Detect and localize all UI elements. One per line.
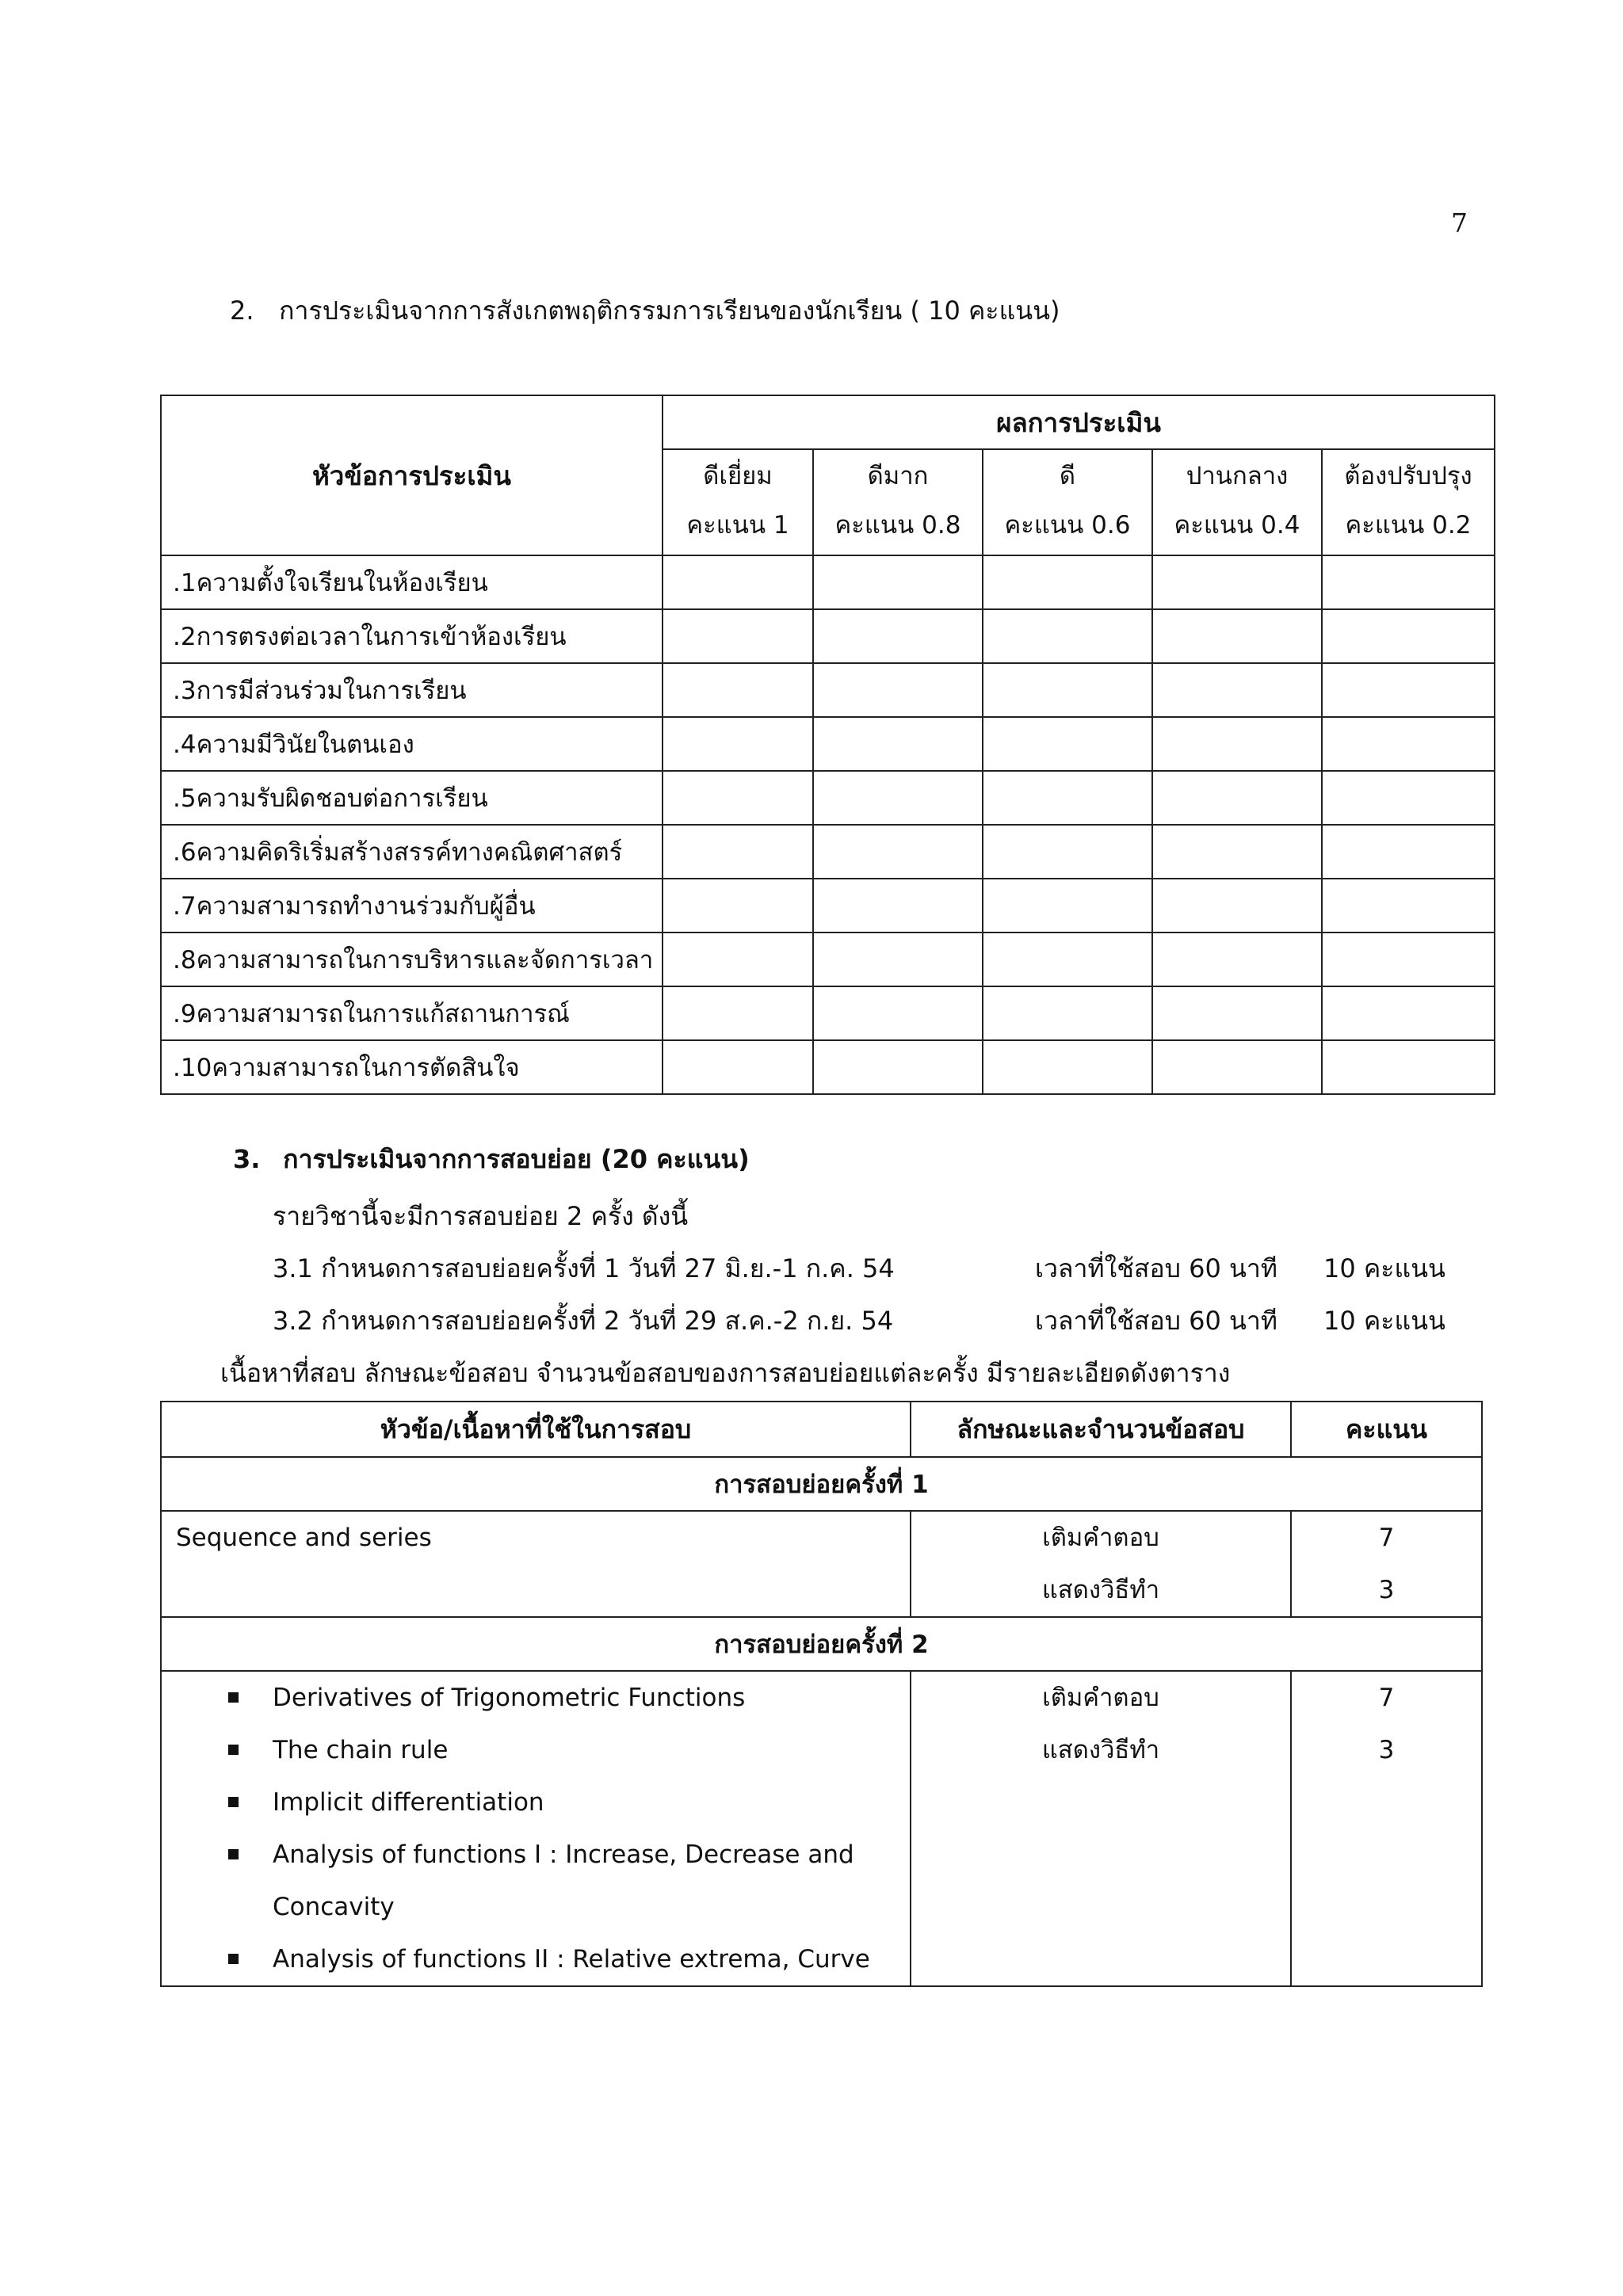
table-row [161,771,1495,825]
page-number: 7 [1451,208,1468,238]
quiz-1-types-cell [911,1511,1291,1617]
column-header: หัวข้อ/เนื้อหาที่ใช้ในการสอบ [161,1402,911,1457]
quiz-2-types-cell [911,1671,1291,1986]
score: 7 [1378,1684,1395,1712]
table-row [161,1671,1482,1986]
level-score: คะแนน 0.2 [1345,511,1472,540]
section-2-number: 2. [230,296,254,326]
assessment-item: .5ความรับผิดชอบต่อการเรียน [161,771,663,825]
bullet-square-icon [228,1692,239,1703]
quiz-points-1: 10 คะแนน [1323,1253,1445,1283]
table-row [161,1040,1495,1094]
level-score: คะแนน 0.8 [834,511,961,540]
quiz-content-table [160,1401,1483,1987]
quiz-1-scores-cell [1291,1511,1482,1617]
score: 7 [1378,1524,1395,1552]
list-item-continuation: Concavity [273,1893,395,1921]
level-name: ดี [1059,462,1076,490]
level-header [1322,449,1495,555]
section-3-heading [233,1143,750,1175]
bullet-square-icon [228,1849,239,1859]
level-name: ดีมาก [867,462,929,490]
table-row [161,825,1495,879]
topic-header: หัวข้อการประเมิน [161,395,663,555]
assessment-item: .4ความมีวินัยในตนเอง [161,717,663,771]
content-note: เนื้อหาที่สอบ ลักษณะข้อสอบ จำนวนข้อสอบของการสอบย่อยแต่ละครั้ง มีรายละเอียดดังตาราง [220,1358,1231,1388]
quiz-intro: รายวิชานี้จะมีการสอบย่อย 2 ครั้ง ดังนี้ [273,1201,689,1231]
table-row [161,609,1495,663]
quiz-1-topic-cell [161,1511,911,1617]
quiz-schedule-2: 3.2 กำหนดการสอบย่อยครั้งที่ 2 วันที่ 29 ส.ค.-2 ก.ย. 54 [273,1306,894,1336]
bullet-square-icon [228,1797,239,1807]
level-header [663,449,813,555]
behavior-assessment-table [160,395,1495,1095]
level-header [813,449,983,555]
level-score: คะแนน 1 [686,511,789,540]
question-type: แสดงวิธีทำ [1041,1736,1160,1764]
table-row [161,933,1495,986]
quiz-2-topics-cell [161,1671,911,1986]
column-header: คะแนน [1291,1402,1482,1457]
assessment-item: .10ความสามารถในการตัดสินใจ [161,1040,663,1094]
table-row [161,555,1495,609]
level-header [983,449,1152,555]
list-item: Analysis of functions I : Increase, Decrease and [225,1829,910,1881]
score: 3 [1378,1736,1395,1764]
bullet-square-icon [228,1954,239,1964]
table-header-row [161,1402,1482,1457]
assessment-item: .9ความสามารถในการแก้สถานการณ์ [161,986,663,1040]
list-item: Derivatives of Trigonometric Functions [225,1672,910,1724]
quiz-points-2: 10 คะแนน [1323,1306,1445,1336]
quiz-2-section-title: การสอบย่อยครั้งที่ 2 [161,1617,1482,1671]
question-type: เติมคำตอบ [1042,1524,1159,1552]
table-row [161,986,1495,1040]
table-row [161,879,1495,933]
list-item: Implicit differentiation [225,1776,910,1829]
table-row [161,663,1495,717]
question-type: แสดงวิธีทำ [1041,1576,1160,1604]
quiz-1-topic: Sequence and series [176,1524,432,1552]
quiz-2-scores-cell [1291,1671,1482,1986]
section-2-heading [230,295,1060,326]
table-row [161,1511,1482,1617]
section-3-number: 3. [233,1144,261,1174]
assessment-item: .7ความสามารถทำงานร่วมกับผู้อื่น [161,879,663,933]
assessment-item: .6ความคิดริเริ่มสร้างสรรค์ทางคณิตศาสตร์ [161,825,663,879]
assessment-item: .1ความตั้งใจเรียนในห้องเรียน [161,555,663,609]
bullet-square-icon [228,1745,239,1755]
level-header [1152,449,1322,555]
score: 3 [1378,1576,1395,1604]
quiz-time-1: เวลาที่ใช้สอบ 60 นาที [1035,1253,1277,1283]
level-score: คะแนน 0.4 [1174,511,1300,540]
section-2-title: การประเมินจากการสังเกตพฤติกรรมการเรียนของนักเรียน ( 10 คะแนน) [279,296,1060,326]
quiz-schedule-1: 3.1 กำหนดการสอบย่อยครั้งที่ 1 วันที่ 27 มิ.ย.-1 ก.ค. 54 [273,1253,895,1283]
column-header: ลักษณะและจำนวนข้อสอบ [911,1402,1291,1457]
section-3-title: การประเมินจากการสอบย่อย (20 คะแนน) [283,1144,750,1174]
level-score: คะแนน 0.6 [1004,511,1131,540]
list-item: Analysis of functions II : Relative extrema, Curve [225,1933,910,1985]
table-row [161,717,1495,771]
level-name: ดีเยี่ยม [703,462,773,490]
assessment-item: .3การมีส่วนร่วมในการเรียน [161,663,663,717]
assessment-item: .2การตรงต่อเวลาในการเข้าห้องเรียน [161,609,663,663]
level-name: ต้องปรับปรุง [1344,462,1472,490]
quiz-time-2: เวลาที่ใช้สอบ 60 นาที [1035,1306,1277,1336]
assessment-item: .8ความสามารถในการบริหารและจัดการเวลา [161,933,663,986]
question-type: เติมคำตอบ [1042,1684,1159,1712]
result-header: ผลการประเมิน [663,395,1495,449]
list-item: The chain rule [225,1724,910,1776]
level-name: ปานกลาง [1186,462,1289,490]
quiz-1-section-title: การสอบย่อยครั้งที่ 1 [161,1457,1482,1511]
